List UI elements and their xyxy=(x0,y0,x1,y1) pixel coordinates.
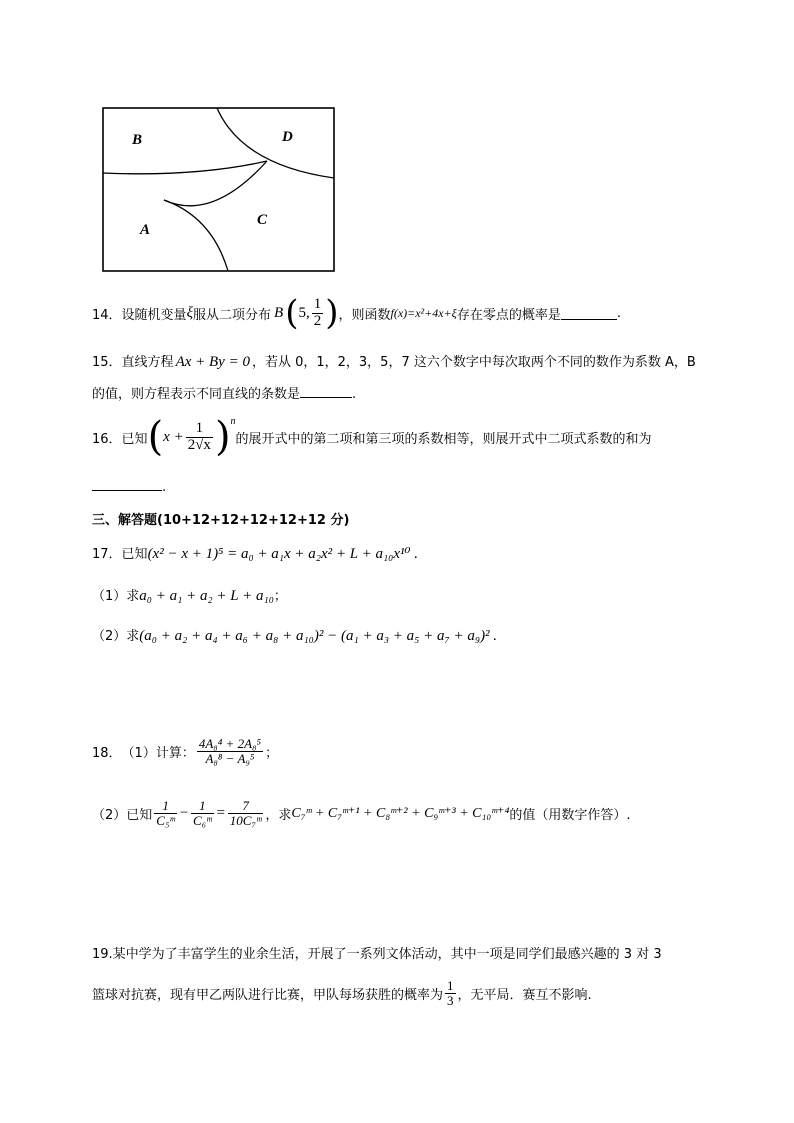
q17-part1 xyxy=(92,585,287,605)
q16-fraction xyxy=(186,421,213,454)
q17-p1-end: ； xyxy=(273,589,287,604)
q14-text1: 设随机变量 xyxy=(121,307,187,323)
q16-answer-blank xyxy=(92,478,162,491)
q14-lparen: ( xyxy=(285,293,299,333)
q15-line1b: ，若从 0，1，2，3，5，7 这六个数字中每次取两个不同的数作为系数 A，B xyxy=(251,355,696,370)
q14-n: 5, xyxy=(298,304,310,321)
q14-rparen: ) xyxy=(325,293,339,333)
q16-lparen: ( xyxy=(147,414,164,460)
arc-b-inner xyxy=(164,161,267,206)
q15-number: 15． xyxy=(92,355,122,370)
question-16-line2 xyxy=(92,478,166,495)
question-17 xyxy=(92,543,418,563)
q14-number: 14． xyxy=(92,307,122,323)
q18-p1-fraction xyxy=(197,737,263,765)
question-15-line2 xyxy=(92,383,356,402)
q19-line2b: ，无平局．赛互不影响. xyxy=(457,987,592,1003)
q17-text1: 已知 xyxy=(121,547,148,562)
q18-p2-end: 的值（用数字作答）. xyxy=(509,807,631,823)
q18-p1-label: （1）计算： xyxy=(121,745,195,761)
q17-p1-expr: a₀ + a₁ + a₂ + L + a₁₀ xyxy=(139,588,274,604)
arc-a-boundary xyxy=(164,200,228,271)
q16-text1: 已知 xyxy=(121,431,148,447)
q16-rparen: ) xyxy=(214,414,231,460)
q14-end: . xyxy=(616,305,621,321)
label-b: B xyxy=(132,132,143,148)
q18-p2-equals: = xyxy=(215,804,226,821)
question-19 xyxy=(92,943,662,962)
q19-p-num: 1 xyxy=(447,977,454,993)
q18-p1-num: 4A₈⁴ + 2A₈⁵ xyxy=(198,735,262,751)
question-18 xyxy=(92,728,278,774)
arc-ab-boundary xyxy=(103,161,267,174)
q18-p2-frac2 xyxy=(191,799,214,827)
q14-text2: 服从二项分布 xyxy=(193,307,272,323)
question-15 xyxy=(92,351,696,371)
q19-line2a: 篮球对抗赛，现有甲乙两队进行比赛，甲队每场获胜的概率为 xyxy=(92,987,444,1003)
q16-end: . xyxy=(162,480,167,495)
q17-p2-label: （2）求 xyxy=(92,629,140,644)
q14-p-fraction xyxy=(312,297,324,330)
q15-answer-blank xyxy=(300,385,352,398)
q16-f-num: 1 xyxy=(195,419,204,436)
q17-expansion: (x² − x + 1)⁵ = a₀ + a₁x + a₂x² + L + a₁₀x¹⁰ . xyxy=(147,546,419,562)
q14-p-den: 2 xyxy=(313,312,322,329)
q14-text4: 存在零点的概率是 xyxy=(456,307,561,323)
q14-text3: ，则函数 xyxy=(338,307,391,323)
q16-x: x + xyxy=(163,428,184,445)
q15-line1: 直线方程 xyxy=(121,355,174,370)
q18-p1-end: ； xyxy=(265,745,279,761)
q16-number: 16． xyxy=(92,431,122,447)
q18-p2-f1-num: 1 xyxy=(162,797,169,813)
q19-line1: 19.某中学为了丰富学生的业余生活，开展了一系列文体活动，其中一项是同学们最感兴趣的 3 对 3 xyxy=(92,947,662,962)
q14-function: f(x)=x²+4x+ξ xyxy=(390,305,457,320)
q14-xi: ξ xyxy=(186,304,193,321)
q18-p2-f3-num: 7 xyxy=(242,797,249,813)
q16-f-den: 2√x xyxy=(187,436,211,453)
q18-part2 xyxy=(92,790,630,836)
q18-p2-frac1 xyxy=(154,799,177,827)
q15-end: . xyxy=(352,387,357,402)
q14-p-num: 1 xyxy=(313,295,322,312)
q17-part2 xyxy=(92,625,497,645)
q18-p2-f2-num: 1 xyxy=(199,797,206,813)
q18-p2-expr: C₇ᵐ + C₇ᵐ⁺¹ + C₈ᵐ⁺² + C₉ᵐ⁺³ + C₁₀ᵐ⁺⁴ xyxy=(291,805,510,821)
q18-p1-den: A₈⁸ − A₉⁵ xyxy=(197,751,263,766)
q18-p2-f3-den: 10C₇ᵐ xyxy=(229,812,262,828)
q17-number: 17． xyxy=(92,547,122,562)
q18-p2-mid: ，求 xyxy=(265,807,292,823)
q18-p2-frac3 xyxy=(228,799,264,827)
q15-equation: Ax + By = 0 xyxy=(175,354,250,370)
q19-probability xyxy=(445,979,456,1007)
q18-p2-f1-den: C₅ᵐ xyxy=(156,812,175,828)
question-14 xyxy=(92,293,621,333)
label-c: C xyxy=(257,212,268,228)
q18-p2-label: （2）已知 xyxy=(92,807,153,823)
q14-answer-blank xyxy=(561,307,617,320)
q16-text2: 的展开式中的第二项和第三项的系数相等，则展开式中二项式系数的和为 xyxy=(235,431,652,447)
q16-exponent: n xyxy=(230,416,236,427)
q18-p2-minus: − xyxy=(178,804,190,821)
q19-p-den: 3 xyxy=(447,992,454,1008)
q14-dist: B xyxy=(274,304,284,321)
section-3-title: 三、解答题(10+12+12+12+12+12 分) xyxy=(92,513,350,528)
q18-p2-f2-den: C₆ᵐ xyxy=(193,812,212,828)
question-16 xyxy=(92,414,652,460)
q17-p1-label: （1）求 xyxy=(92,589,140,604)
q17-p2-expr: (a₀ + a₂ + a₄ + a₆ + a₈ + a₁₀)² − (a₁ + a₃ + a₅ + a₇ + a₉)² . xyxy=(139,628,498,644)
label-d: D xyxy=(282,129,293,145)
q15-line2: 的值，则方程表示不同直线的条数是 xyxy=(92,387,301,402)
q18-number: 18． xyxy=(92,745,122,761)
region-figure xyxy=(102,107,336,273)
question-19-line2 xyxy=(92,970,592,1016)
label-a: A xyxy=(140,222,151,238)
